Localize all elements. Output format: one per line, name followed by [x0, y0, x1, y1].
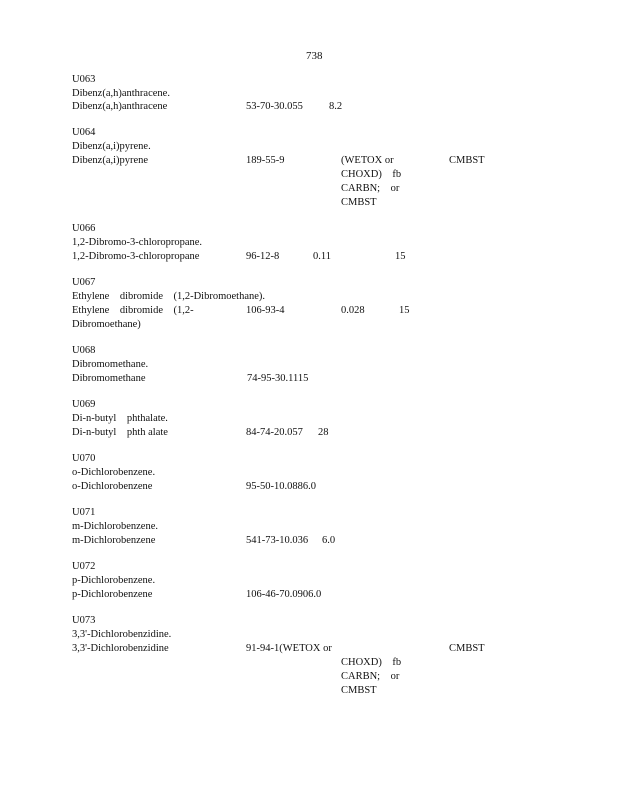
cas-number: 74-95-30.1115	[247, 373, 309, 384]
concentration-value: 0.028	[341, 305, 365, 316]
constituent-name: Dibenz(a,h)anthracene	[72, 101, 168, 112]
waste-code: U069	[72, 399, 96, 410]
waste-code: U072	[72, 561, 96, 572]
cas-number: 189-55-9	[246, 155, 285, 166]
cas-number: 53-70-30.055	[246, 101, 303, 112]
entry-title: 3,3'-Dichlorobenzidine.	[72, 629, 172, 640]
cas-number: 84-74-20.057	[246, 427, 303, 438]
entry-title: m-Dichlorobenzene.	[72, 521, 159, 532]
treatment-method-end: CMBST	[449, 643, 485, 654]
concentration-value: 8.2	[329, 101, 343, 112]
concentration-value: 15	[395, 251, 406, 262]
entry-title: Dibromomethane.	[72, 359, 149, 370]
treatment-method: CMBST	[341, 197, 377, 208]
entry-title: Dibenz(a,h)anthracene.	[72, 88, 170, 99]
constituent-name: p-Dichlorobenzene	[72, 589, 153, 600]
page-number: 738	[306, 50, 323, 62]
cas-number: 541-73-10.036	[246, 535, 309, 546]
treatment-method: CHOXD) fb	[341, 169, 402, 180]
cas-number: 95-50-10.0886.0	[246, 481, 316, 492]
concentration-value: 6.0	[322, 535, 336, 546]
cas-number: 106-93-4	[246, 305, 285, 316]
waste-code: U063	[72, 74, 96, 85]
waste-code: U064	[72, 127, 96, 138]
concentration-value: 0.11	[313, 251, 331, 262]
cas-number: 96-12-8	[246, 251, 280, 262]
entry-title: p-Dichlorobenzene.	[72, 575, 156, 586]
concentration-value: 28	[318, 427, 329, 438]
constituent-name-cont: Dibromoethane)	[72, 319, 141, 330]
constituent-name: Dibenz(a,i)pyrene	[72, 155, 149, 166]
waste-code: U071	[72, 507, 96, 518]
constituent-name: o-Dichlorobenzene	[72, 481, 153, 492]
treatment-method-end: CMBST	[449, 155, 485, 166]
waste-code: U066	[72, 223, 96, 234]
waste-code: U067	[72, 277, 96, 288]
waste-code: U068	[72, 345, 96, 356]
entry-title: o-Dichlorobenzene.	[72, 467, 156, 478]
constituent-name: Dibromomethane	[72, 373, 146, 384]
treatment-method: CMBST	[341, 685, 377, 696]
treatment-method: CARBN; or	[341, 671, 400, 682]
constituent-name: 1,2-Dibromo-3-chloropropane	[72, 251, 200, 262]
constituent-name: m-Dichlorobenzene	[72, 535, 156, 546]
concentration-value: 15	[399, 305, 410, 316]
constituent-name: Di-n-butyl phth alate	[72, 427, 168, 438]
treatment-method: (WETOX or	[341, 155, 394, 166]
cas-number: 91-94-1(WETOX or	[246, 643, 332, 654]
treatment-method: CHOXD) fb	[341, 657, 402, 668]
constituent-name: 3,3'-Dichlorobenzidine	[72, 643, 169, 654]
entry-title: 1,2-Dibromo-3-chloropropane.	[72, 237, 203, 248]
entry-title: Ethylene dibromide (1,2-Dibromoethane).	[72, 291, 266, 302]
waste-code: U070	[72, 453, 96, 464]
constituent-name: Ethylene dibromide (1,2-	[72, 305, 194, 316]
entry-title: Di-n-butyl phthalate.	[72, 413, 168, 424]
treatment-method: CARBN; or	[341, 183, 400, 194]
cas-number: 106-46-70.0906.0	[246, 589, 322, 600]
waste-code: U073	[72, 615, 96, 626]
entry-title: Dibenz(a,i)pyrene.	[72, 141, 151, 152]
